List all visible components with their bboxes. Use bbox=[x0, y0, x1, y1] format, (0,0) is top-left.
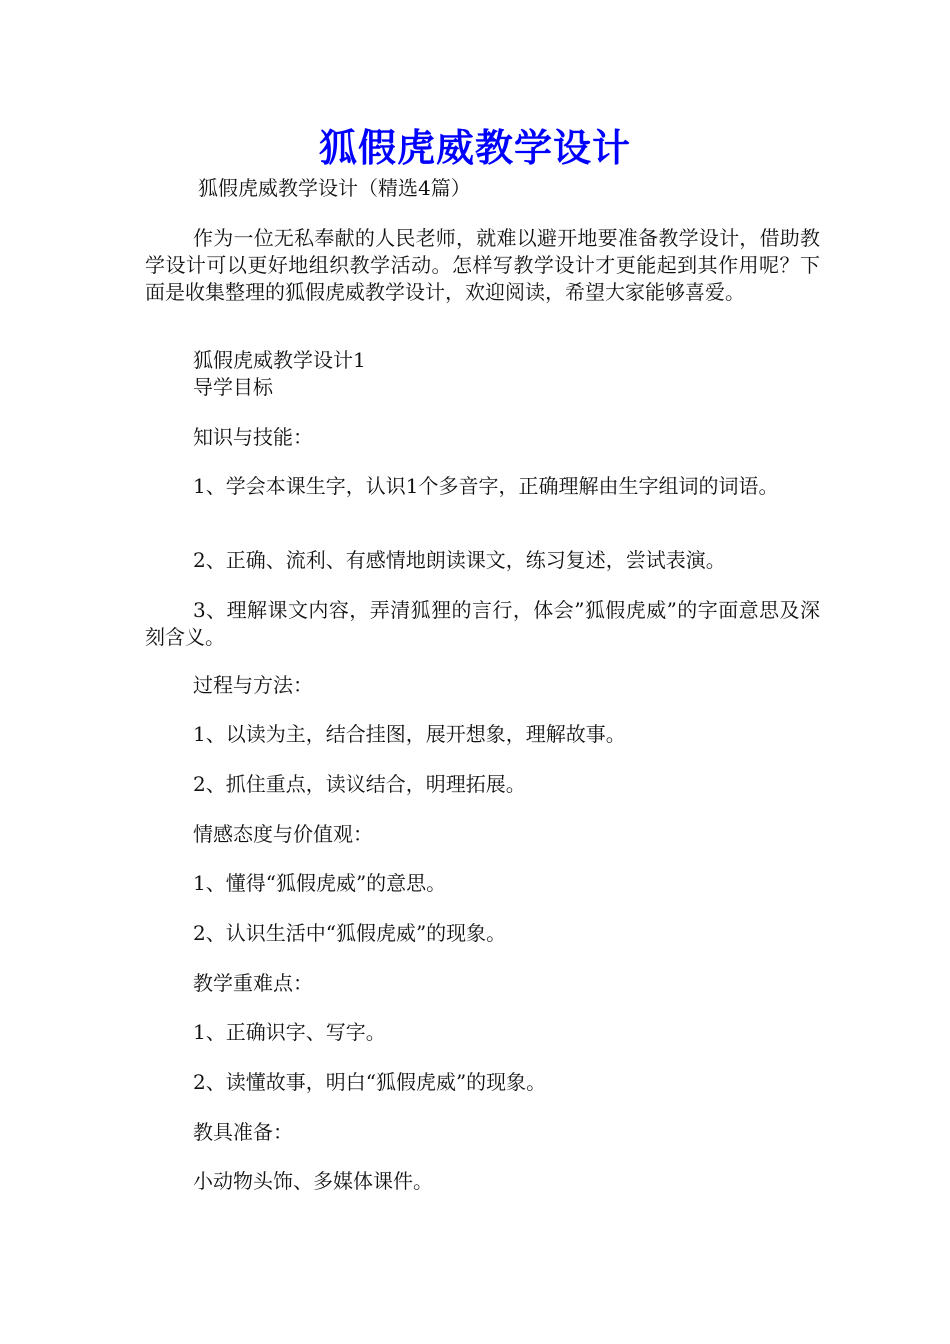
process-heading: 过程与方法： bbox=[193, 673, 313, 697]
knowledge-item-3: 3、理解课文内容，弄清狐狸的言行，体会”狐假虎威”的字面意思及深刻含义。 bbox=[145, 598, 820, 649]
document-title: 狐假虎威教学设计 bbox=[318, 125, 631, 170]
key-heading: 教学重难点： bbox=[193, 971, 313, 995]
intro-paragraph: 作为一位无私奉献的人民老师，就难以避开地要准备教学设计，借助教学设计可以更好地组织教学活动。怎样写教学设计才更能起到其作用呢？下面是收集整理的狐假虎威教学设计，欢迎阅读，希望大家能够喜爱。 bbox=[145, 226, 820, 304]
emotion-item-1: 1、懂得“狐假虎威”的意思。 bbox=[193, 871, 447, 895]
tools-item-1: 小动物头饰、多媒体课件。 bbox=[193, 1169, 433, 1193]
process-item-1: 1、以读为主，结合挂图，展开想象，理解故事。 bbox=[193, 722, 626, 746]
section-heading: 狐假虎威教学设计1 bbox=[193, 348, 366, 372]
key-item-2: 2、读懂故事，明白“狐假虎威”的现象。 bbox=[193, 1070, 547, 1094]
knowledge-heading: 知识与技能： bbox=[193, 425, 313, 449]
tools-heading: 教具准备： bbox=[193, 1120, 293, 1144]
knowledge-item-1: 1、学会本课生字，认识1个多音字，正确理解由生字组词的词语。 bbox=[193, 474, 779, 498]
goals-heading: 导学目标 bbox=[193, 375, 273, 399]
process-item-2: 2、抓住重点，读议结合，明理拓展。 bbox=[193, 772, 526, 796]
knowledge-item-2: 2、正确、流利、有感情地朗读课文，练习复述，尝试表演。 bbox=[193, 548, 726, 572]
emotion-heading: 情感态度与价值观： bbox=[193, 822, 373, 846]
document-subtitle: 狐假虎威教学设计（精选4篇） bbox=[198, 176, 471, 200]
key-item-1: 1、正确识字、写字。 bbox=[193, 1020, 386, 1044]
emotion-item-2: 2、认识生活中“狐假虎威”的现象。 bbox=[193, 921, 507, 945]
